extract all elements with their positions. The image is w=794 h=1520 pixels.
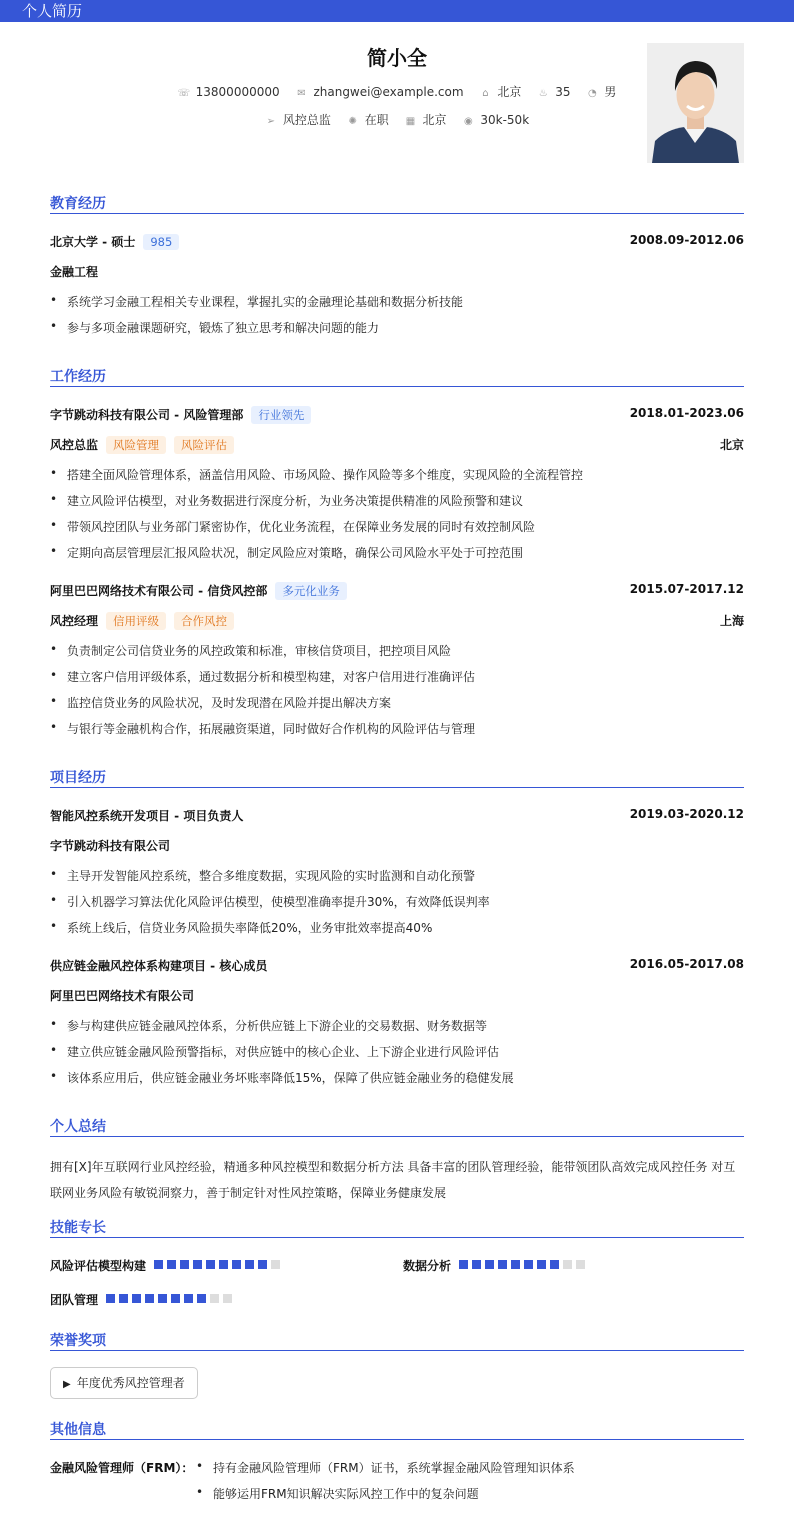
role-tag: 风险管理 bbox=[106, 436, 166, 454]
skill-name: 风险评估模型构建 bbox=[50, 1259, 147, 1273]
list-item: • 能够运用FRM知识解决实际风控工作中的复杂问题 bbox=[196, 1485, 744, 1502]
skill-dot-filled bbox=[206, 1260, 215, 1269]
work-header bbox=[50, 582, 744, 602]
list-item: • 该体系应用后，供应链金融业务坏账率降低15%，保障了供应链金融业务的稳健发展 bbox=[50, 1069, 744, 1086]
skill-dot-filled bbox=[106, 1294, 115, 1303]
list-item: • 与银行等金融机构合作，拓展融资渠道，同时做好合作机构的风险评估与管理 bbox=[50, 720, 744, 737]
education-header bbox=[50, 233, 744, 253]
section-title-skills: 技能专长 bbox=[50, 1217, 744, 1238]
phone-icon: ☏ bbox=[177, 88, 191, 99]
skill-dot-filled bbox=[537, 1260, 546, 1269]
section-title-education: 教育经历 bbox=[50, 193, 744, 214]
list-item: • 系统上线后，信贷业务风险损失率降低20%，业务审批效率提高40% bbox=[50, 919, 744, 936]
gender-value: 男 bbox=[604, 85, 617, 99]
skill-dot-empty bbox=[563, 1260, 572, 1269]
phone-value: 13800000000 bbox=[195, 85, 280, 99]
skill-name: 团队管理 bbox=[50, 1293, 99, 1307]
work-header bbox=[50, 406, 744, 426]
profile-header bbox=[0, 22, 794, 172]
project-date: 2019.03-2020.12 bbox=[629, 807, 744, 821]
salary-value: 30k-50k bbox=[480, 113, 530, 127]
project-company-row bbox=[50, 837, 744, 857]
skill-dot-filled bbox=[472, 1260, 481, 1269]
skill-dot-empty bbox=[210, 1294, 219, 1303]
skill-dot-filled bbox=[232, 1260, 241, 1269]
skill-dot-filled bbox=[219, 1260, 228, 1269]
role-tag: 风险评估 bbox=[174, 436, 234, 454]
project-title: 供应链金融风控体系构建项目 - 核心成员 bbox=[50, 959, 268, 973]
list-item: • 搭建全面风险管理体系，涵盖信用风险、市场风险、操作风险等多个维度，实现风险的全流程管控 bbox=[50, 466, 744, 483]
section-title-projects: 项目经历 bbox=[50, 767, 744, 788]
summary-text: 拥有[X]年互联网行业风控经验，精通多种风控模型和数据分析方法 具备丰富的团队管理经验，能带领团队高效完成风控任务 对互联网业务风险有敏锐洞察力，善于制定针对性风控策略，保障业务健康发展 bbox=[50, 1160, 736, 1200]
skill-bar bbox=[154, 1260, 280, 1269]
status-icon: ✺ bbox=[348, 116, 357, 127]
skill-dot-filled bbox=[180, 1260, 189, 1269]
home-icon: ⌂ bbox=[482, 88, 489, 99]
work-city: 北京 bbox=[719, 438, 744, 452]
project-header bbox=[50, 957, 744, 977]
skill-dot-filled bbox=[145, 1294, 154, 1303]
skill-dot-empty bbox=[223, 1294, 232, 1303]
send-icon: ➢ bbox=[266, 116, 276, 127]
work-role-row bbox=[50, 436, 744, 456]
section-title-work: 工作经历 bbox=[50, 366, 744, 387]
cake-icon: ♨ bbox=[538, 88, 548, 99]
building-icon: ▦ bbox=[405, 116, 416, 127]
skill-bar bbox=[459, 1260, 585, 1269]
skill-dot-filled bbox=[132, 1294, 141, 1303]
skill-dot-filled bbox=[524, 1260, 533, 1269]
email-value: zhangwei@example.com bbox=[313, 85, 464, 99]
certificate-label: 金融风险管理师（FRM）： bbox=[50, 1461, 194, 1475]
list-item: • 建立风险评估模型，对业务数据进行深度分析，为业务决策提供精准的风险预警和建议 bbox=[50, 492, 744, 509]
skill-dot-filled bbox=[197, 1294, 206, 1303]
skill-dot-filled bbox=[184, 1294, 193, 1303]
position-value: 风控总监 bbox=[282, 113, 331, 127]
project-company: 字节跳动科技有限公司 bbox=[50, 839, 171, 853]
project-company: 阿里巴巴网络技术有限公司 bbox=[50, 989, 195, 1003]
list-item: • 建立客户信用评级体系，通过数据分析和模型构建，对客户信用进行准确评估 bbox=[50, 668, 744, 685]
list-item: • 带领风控团队与业务部门紧密协作，优化业务流程，在保障业务发展的同时有效控制风险 bbox=[50, 518, 744, 535]
email-icon: ✉ bbox=[297, 88, 306, 99]
skill-dot-filled bbox=[245, 1260, 254, 1269]
school-name: 北京大学 - 硕士 bbox=[50, 235, 136, 249]
list-item: • 定期向高层管理层汇报风险状况，制定风险应对策略，确保公司风险水平处于可控范围 bbox=[50, 544, 744, 561]
skill-dot-filled bbox=[158, 1294, 167, 1303]
work-city: 上海 bbox=[719, 614, 744, 628]
company-tag: 行业领先 bbox=[251, 406, 311, 424]
school-tag: 985 bbox=[143, 234, 179, 250]
company-name: 阿里巴巴网络技术有限公司 - 信贷风控部 bbox=[50, 584, 268, 598]
list-item: • 负责制定公司信贷业务的风控政策和标准，审核信贷项目，把控项目风险 bbox=[50, 642, 744, 659]
education-date: 2008.09-2012.06 bbox=[629, 233, 744, 247]
award-item[interactable] bbox=[50, 1367, 198, 1399]
skill-dot-filled bbox=[171, 1294, 180, 1303]
list-item: • 系统学习金融工程相关专业课程，掌握扎实的金融理论基础和数据分析技能 bbox=[50, 293, 744, 310]
skill-dot-filled bbox=[498, 1260, 507, 1269]
top-bar-title: 个人简历 bbox=[22, 2, 83, 20]
status-value: 在职 bbox=[364, 113, 389, 127]
list-item: • 监控信贷业务的风险状况，及时发现潜在风险并提出解决方案 bbox=[50, 694, 744, 711]
skill-dot-filled bbox=[154, 1260, 163, 1269]
work-date: 2018.01-2023.06 bbox=[629, 406, 744, 420]
role-tag: 信用评级 bbox=[106, 612, 166, 630]
education-major-row bbox=[50, 263, 744, 283]
skill-dot-filled bbox=[459, 1260, 468, 1269]
top-bar bbox=[0, 0, 794, 22]
skill-bar bbox=[106, 1294, 232, 1303]
age-value: 35 bbox=[555, 85, 571, 99]
major: 金融工程 bbox=[50, 265, 99, 279]
target-city-value: 北京 bbox=[422, 113, 447, 127]
skill-dot-filled bbox=[550, 1260, 559, 1269]
section-title-summary: 个人总结 bbox=[50, 1116, 744, 1137]
section-title-other: 其他信息 bbox=[50, 1419, 744, 1440]
skill-dot-filled bbox=[193, 1260, 202, 1269]
company-tag: 多元化业务 bbox=[275, 582, 347, 600]
skill-name: 数据分析 bbox=[403, 1259, 452, 1273]
candidate-name: 简小全 bbox=[367, 46, 427, 70]
money-icon: ◉ bbox=[464, 116, 473, 127]
list-item: • 参与多项金融课题研究，锻炼了独立思考和解决问题的能力 bbox=[50, 319, 744, 336]
skill-dot-filled bbox=[167, 1260, 176, 1269]
list-item: • 建立供应链金融风险预警指标，对供应链中的核心企业、上下游企业进行风险评估 bbox=[50, 1043, 744, 1060]
skill-dot-empty bbox=[271, 1260, 280, 1269]
section-title-honors: 荣誉奖项 bbox=[50, 1330, 744, 1351]
list-item: • 参与构建供应链金融风控体系，分析供应链上下游企业的交易数据、财务数据等 bbox=[50, 1017, 744, 1034]
list-item: • 主导开发智能风控系统，整合多维度数据，实现风险的实时监测和自动化预警 bbox=[50, 867, 744, 884]
profile-photo bbox=[647, 43, 744, 163]
list-item: • 引入机器学习算法优化风险评估模型，使模型准确率提升30%，有效降低误判率 bbox=[50, 893, 744, 910]
company-name: 字节跳动科技有限公司 - 风险管理部 bbox=[50, 408, 244, 422]
work-date: 2015.07-2017.12 bbox=[629, 582, 744, 596]
project-date: 2016.05-2017.08 bbox=[629, 957, 744, 971]
project-header bbox=[50, 807, 744, 827]
play-icon: ▶ bbox=[63, 1379, 71, 1390]
skill-dot-filled bbox=[119, 1294, 128, 1303]
role-title: 风控经理 bbox=[50, 614, 99, 628]
project-title: 智能风控系统开发项目 - 项目负责人 bbox=[50, 809, 244, 823]
skill-dot-filled bbox=[511, 1260, 520, 1269]
location-value: 北京 bbox=[497, 85, 522, 99]
award-label: 年度优秀风控管理者 bbox=[76, 1376, 185, 1390]
list-item: • 持有金融风险管理师（FRM）证书，系统掌握金融风险管理知识体系 bbox=[196, 1459, 744, 1476]
role-tag: 合作风控 bbox=[174, 612, 234, 630]
work-role-row bbox=[50, 612, 744, 632]
skill-dot-filled bbox=[258, 1260, 267, 1269]
skill-dot-filled bbox=[485, 1260, 494, 1269]
project-company-row bbox=[50, 987, 744, 1007]
gender-icon: ◔ bbox=[587, 88, 597, 99]
skill-dot-empty bbox=[576, 1260, 585, 1269]
role-title: 风控总监 bbox=[50, 438, 99, 452]
